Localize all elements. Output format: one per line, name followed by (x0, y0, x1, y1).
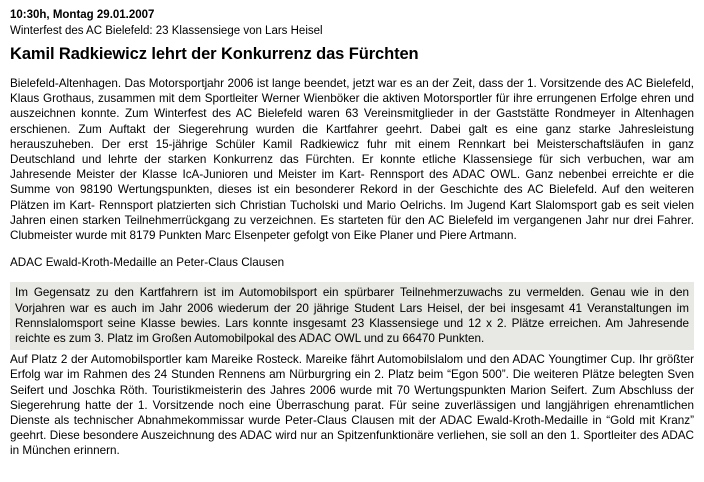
article-highlighted-paragraph: Im Gegensatz zu den Kartfahrern ist im Automobilsport ein spürbarer Teilnehmerzuwachs zu vermelden. Genau wie in den Vorjahren war es auch im Jahr 2006 wiederum der 20 jährige Student Lars Heisel, der bei insgesamt 41 Veranstaltungen im Rennslalomsport seine Klasse bewies. Lars konnte insgesamt 23 Klassensiege und 12 x 2. Plätze erreichen. Am Jahresende reichte es zum 3. Platz im Großen Automobilpokal des ADAC OWL und zu 66470 Punkten. (10, 282, 694, 350)
article-subheading: ADAC Ewald-Kroth-Medaille an Peter-Claus Clausen (10, 256, 285, 270)
page-title: Kamil Radkiewicz lehrt der Konkurrenz das Fürchten (10, 45, 419, 63)
article-paragraph-2: Auf Platz 2 der Automobilsportler kam Mareike Rosteck. Mareike fährt Automobilslalom und den ADAC Youngtimer Cup. Ihr größter Erfolg war im Rahmen des 24 Stunden Rennens am Nürburgring ein 2. Platz beim “Egon 500”. Die weiteren Plätze belegten Sven Seifert und Joschka Röth. Touristikmeisterin des Jahres 2006 wurde mit 70 Wertungspunkten Marion Seifert. Zum Abschluss der Siegerehrung hatte der 1. Vorsitzende noch eine Überraschung parat. Für seine zuverlässigen und langjährigen ehrenamtlichen Dienste als technischer Abnahmekommissar wurde Peter-Claus Clausen mit der ADAC Ewald-Kroth-Medaille in “Gold mit Kranz” geehrt. Diese besondere Auszeichnung des ADAC wird nur an Spitzenfunktionäre verliehen, sie soll an den 1. Sportleiter des ADAC in München erinnern. (10, 353, 694, 458)
article-timestamp: 10:30h, Montag 29.01.2007 (10, 9, 155, 21)
article-paragraph-1: Bielefeld-Altenhagen. Das Motorsportjahr 2006 ist lange beendet, jetzt war es an der Zeit, dass der 1. Vorsitzende des AC Bielefeld, Klaus Grothaus, zusammen mit dem Sportleiter Werner Wienböker die aktiven Motorsportler für ihre errungenen Erfolge ehren und auszeichnen konnte. Zum Winterfest des AC Bielefeld waren 63 Vereinsmitglieder in der Gaststätte Rondmeyer in Altenhagen erschienen. Zum Auftakt der Siegerehrung wurden die Kartfahrer geehrt. Dabei galt es eine ganz starke Jahresleistung herauszuheben. Der erst 15-jährige Schüler Kamil Radkiewicz fuhr mit einem Rennkart bei Meisterschaftsläufen in ganz Deutschland und lehrte der starken Konkurrenz das Fürchten. Er konnte etliche Klassensiege für sich verbuchen, war am Jahresende Meister der Klasse IcA-Junioren und Meister im Kart- Rennsport des ADAC OWL. Ganz nebenbei erreichte er die Summe von 98190 Wertungspunkten, dieses ist ein besonderer Rekord in der Geschichte des AC Bielefeld. Auf den weiteren Plätzen im Kart- Rennsport platzierten sich Christian Tucholski und Mario Oelrichs. Im Jugend Kart Slalomsport gab es seit vielen Jahren einen starken Teilnehmerrückgang zu verzeichnen. Es starteten für den AC Bielefeld im vergangenen Jahr nur drei Fahrer. Clubmeister wurde mit 8179 Punkten Marc Elsenpeter gefolgt von Eike Planer und Piere Artmann. (10, 77, 694, 243)
article-kicker: Winterfest des AC Bielefeld: 23 Klassensiege von Lars Heisel (10, 25, 323, 37)
